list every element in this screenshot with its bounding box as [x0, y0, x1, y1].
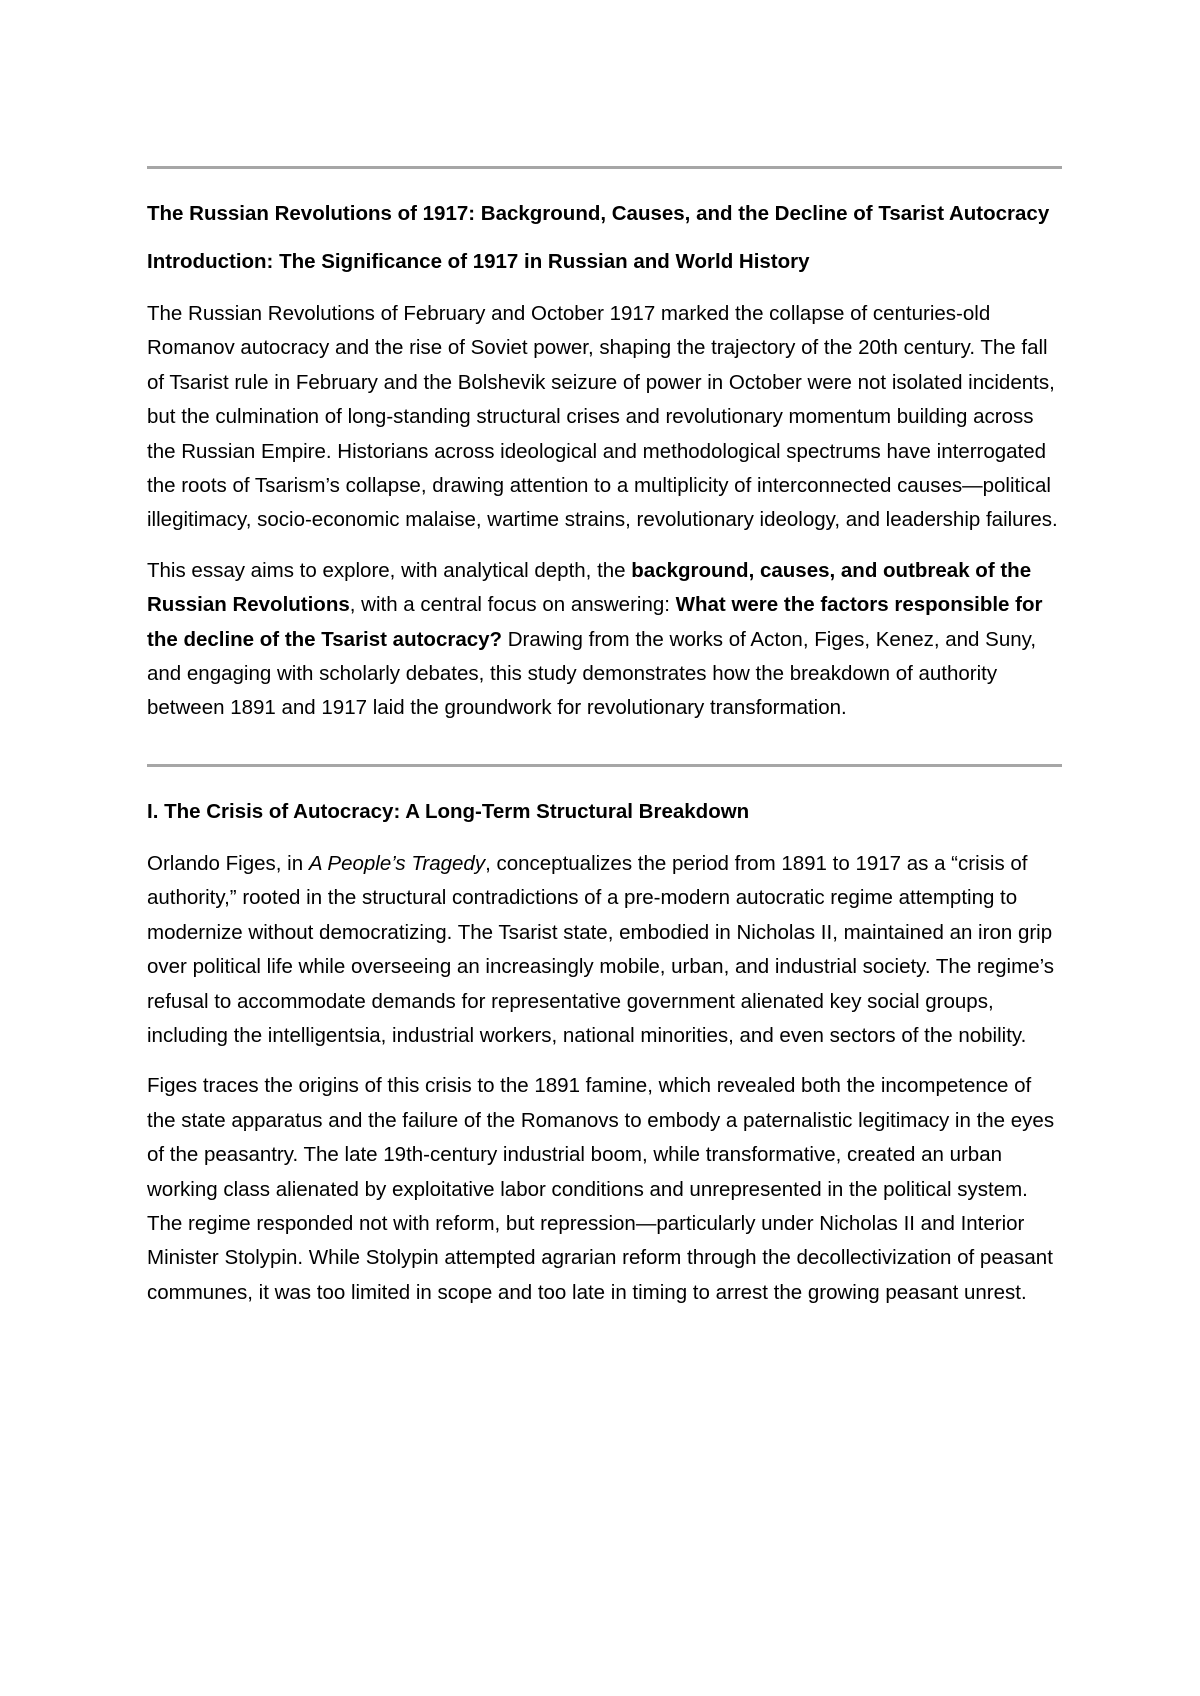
- italic-book-title: A People’s Tragedy: [308, 851, 486, 875]
- text-run: , with a central focus on answering:: [349, 593, 676, 617]
- text-run: Orlando Figes, in: [147, 851, 309, 875]
- section-1-paragraph-2: Figes traces the origins of this crisis to the 1891 famine, which revealed both the incompetence of the state apparatus and the failure of the Romanovs to embody a paternalistic legitimacy in the eyes of the peasantry. The late 19th-century industrial boom, while transformative, created an urban working class alienated by exploitative labor conditions and unrepresented in the political system. The regime responded not with reform, but repression—particularly under Nicholas II and Interior Minister Stolypin. While Stolypin attempted agrarian reform through the decollectivization of peasant communes, it was too limited in scope and too late in timing to arrest the growing peasant unrest.: [147, 1074, 1055, 1304]
- bold-text-run: background, causes, and outbreak of the Russian Revolutions: [147, 558, 1032, 617]
- text-run: Drawing from the works of Acton, Figes, Kenez, and Suny, and engaging with scholarly debates, this study demonstrates how the breakdown of authority between 1891 and 1917 laid the groundwork for revolutionary transformation.: [147, 627, 1037, 720]
- horizontal-rule: [147, 764, 1062, 767]
- horizontal-rule: [147, 166, 1062, 169]
- bold-text-run: What were the factors responsible for the decline of the Tsarist autocracy?: [147, 593, 1043, 651]
- section-1-heading: I. The Crisis of Autocracy: A Long-Term Structural Breakdown: [147, 799, 750, 823]
- intro-paragraph-2: [147, 554, 1062, 726]
- document-page: [147, 0, 1062, 1310]
- intro-paragraph-1: The Russian Revolutions of February and October 1917 marked the collapse of centuries-old Romanov autocracy and the rise of Soviet power, shaping the trajectory of the 20th century. The fall of Tsarist rule in February and the Bolshevik seizure of power in October were not isolated incidents, but the culmination of long-standing structural crises and revolutionary momentum building across the Russian Empire. Historians across ideological and methodological spectrums have interrogated the roots of Tsarism’s collapse, drawing attention to a multiplicity of interconnected causes—political illegitimacy, socio-economic malaise, wartime strains, revolutionary ideology, and leadership failures.: [147, 302, 1058, 532]
- text-run: , conceptualizes the period from 1891 to 1917 as a “crisis of authority,” rooted in the structural contradictions of a pre-modern autocratic regime attempting to modernize without democratizing. The Tsarist state, embodied in Nicholas II, maintained an iron grip over political life while overseeing an increasingly mobile, urban, and industrial society. The regime’s refusal to accommodate demands for representative government alienated key social groups, including the intelligentsia, industrial workers, national minorities, and even sectors of the nobility.: [147, 851, 1055, 1047]
- text-run: This essay aims to explore, with analytical depth, the: [147, 558, 632, 582]
- document-title: The Russian Revolutions of 1917: Background, Causes, and the Decline of Tsarist Autocracy: [147, 202, 1050, 225]
- intro-heading: Introduction: The Significance of 1917 in Russian and World History: [147, 250, 810, 273]
- section-1-paragraph-1: [147, 847, 1062, 1053]
